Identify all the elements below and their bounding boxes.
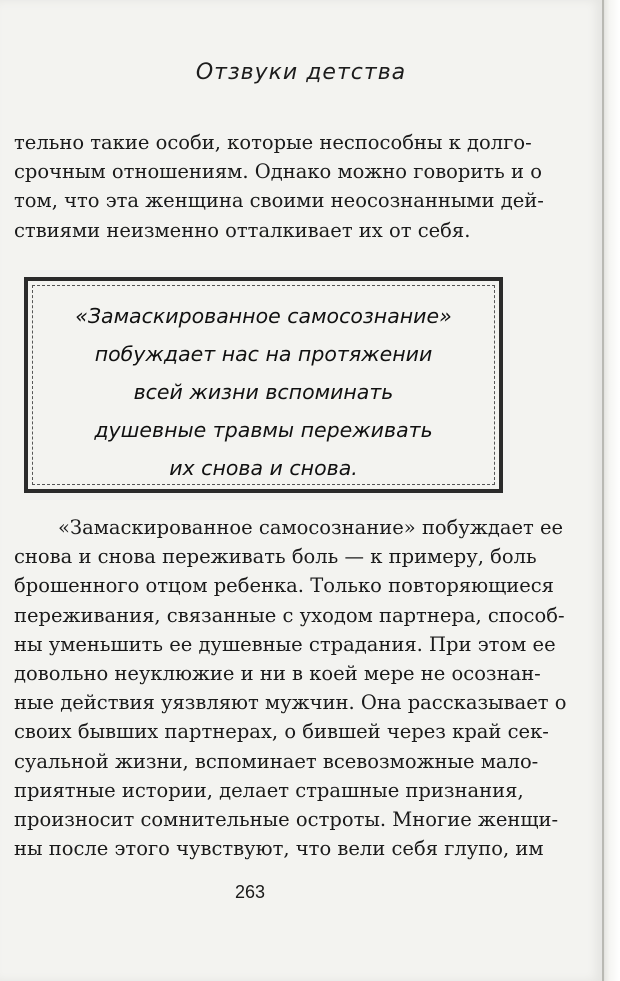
text-line: переживания, связанные с уходом партнера, способ- xyxy=(14,603,565,627)
text-line: срочным отношениям. Однако можно говорить и о xyxy=(14,160,542,184)
text-line: снова и снова переживать боль — к примеру, боль xyxy=(14,545,537,569)
text-line: том, что эта женщина своими неосознанными дей- xyxy=(14,189,544,213)
text-line: «Замаскированное самосознание» побуждает ее xyxy=(58,516,564,539)
text-line: приятные истории, делает страшные признания, xyxy=(14,778,524,802)
text-line: ствиями неизменно отталкивает их от себя. xyxy=(14,218,471,242)
text-line: ны уменьшить ее душевные страдания. При этом ее xyxy=(14,632,556,656)
text-line: произносит сомнительные остроты. Многие женщи- xyxy=(14,807,559,831)
paragraph-top xyxy=(14,128,544,245)
text-line: суальной жизни, вспоминает всевозможные мало- xyxy=(14,749,539,773)
text-line: ные действия уязвляют мужчин. Она рассказывает о xyxy=(14,691,567,715)
running-header: Отзвуки детства xyxy=(195,60,407,85)
text-line: ны после этого чувствуют, что вели себя глупо, им xyxy=(14,837,544,861)
quote-line: «Замаскированное самосознание» xyxy=(75,304,452,328)
quote-line: всей жизни вспоминать xyxy=(133,380,394,404)
paragraph-bottom xyxy=(14,513,567,863)
text-line: довольно неуклюжие и ни в коей мере не осознан- xyxy=(14,661,541,685)
quote-line: душевные травмы переживать xyxy=(94,418,433,442)
quote-line: побуждает нас на протяжении xyxy=(94,342,433,366)
text-line: брошенного отцом ребенка. Только повторяющиеся xyxy=(14,574,554,598)
quote-line: их снова и снова. xyxy=(169,456,358,480)
text-line: своих бывших партнерах, о бившей через край сек- xyxy=(14,720,549,744)
page-edge xyxy=(602,0,620,981)
page-number: 263 xyxy=(234,882,266,902)
pull-quote-box xyxy=(24,277,503,493)
text-line: тельно такие особи, которые неспособны к долго- xyxy=(14,131,532,154)
pull-quote-text xyxy=(28,297,499,487)
